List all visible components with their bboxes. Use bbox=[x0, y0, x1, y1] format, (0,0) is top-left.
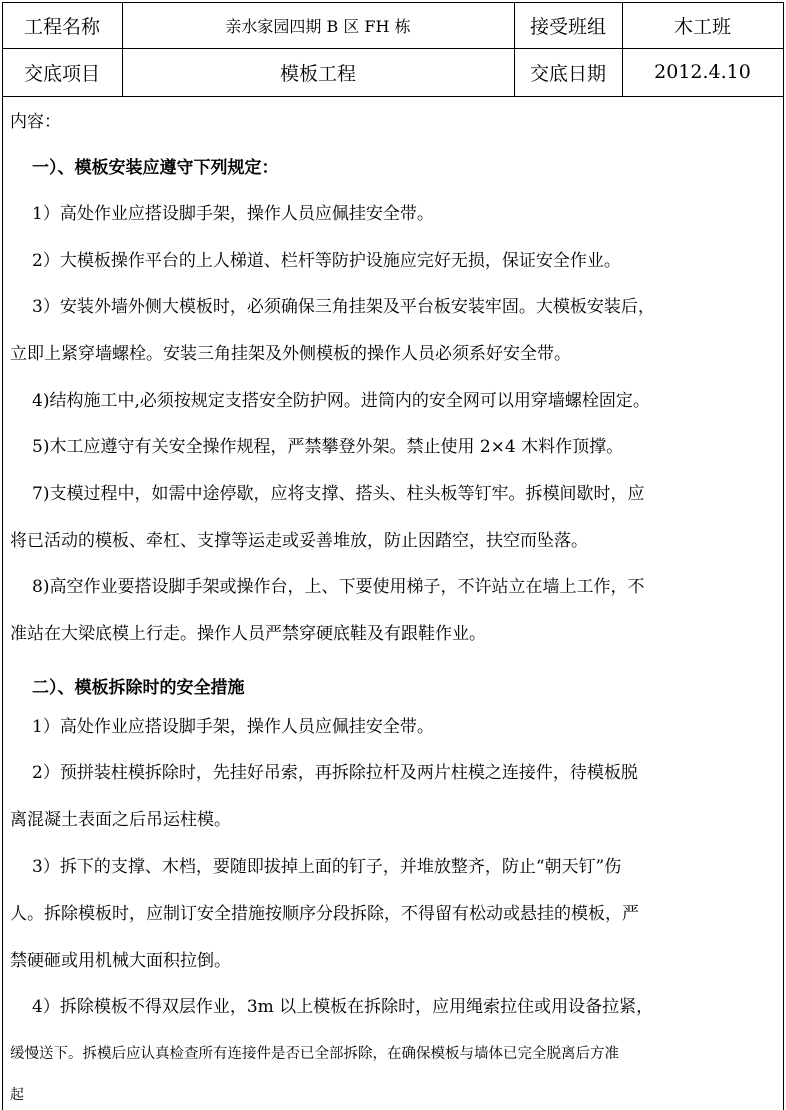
section-1-heading: 一）、模板安装应遵守下列规定： bbox=[32, 158, 279, 178]
content-line: 7)支模过程中，如需中途停歇，应将支撑、搭头、柱头板等钉牢。拆模间歇时，应 bbox=[32, 484, 645, 504]
content-line: 起 bbox=[10, 1087, 24, 1103]
project-name-value: 亲水家园四期 B 区 FH 栋 bbox=[225, 16, 411, 36]
date-value: 2012.4.10 bbox=[654, 61, 751, 83]
item-value: 模板工程 bbox=[279, 62, 356, 85]
content-line: 3）安装外墙外侧大模板时，必须确保三角挂架及平台板安装牢固。大模板安装后， bbox=[32, 297, 655, 317]
content-line: 将已活动的模板、牵杠、支撑等运走或妥善堆放，防止因踏空，扶空而坠落。 bbox=[10, 531, 588, 551]
content-line: 4）拆除模板不得双层作业，3m 以上模板在拆除时，应用绳索拉住或用设备拉紧， bbox=[32, 997, 654, 1017]
content-line: 准站在大梁底模上行走。操作人员严禁穿硬底鞋及有跟鞋作业。 bbox=[10, 624, 486, 644]
content-heading: 内容： bbox=[10, 112, 61, 132]
content-line: 离混凝土表面之后吊运柱模。 bbox=[10, 810, 231, 830]
content-line: 2）预拼装柱模拆除时，先挂好吊索，再拆除拉杆及两片柱模之连接件，待模板脱 bbox=[32, 763, 638, 783]
content-line: 2）大模板操作平台的上人梯道、栏杆等防护设施应完好无损，保证安全作业。 bbox=[32, 251, 621, 271]
content-line: 人。拆除模板时，应制订安全措施按顺序分段拆除，不得留有松动或悬挂的模板，严 bbox=[10, 904, 639, 924]
content-line: 禁硬砸或用机械大面积拉倒。 bbox=[10, 951, 231, 971]
section-2-heading: 二）、模板拆除时的安全措施 bbox=[32, 678, 245, 698]
content-line: 缓慢送下。拆模后应认真检查所有连接件是否已全部拆除，在确保模板与墙体已完全脱离后方准 bbox=[10, 1046, 619, 1062]
table-header-bottom-border bbox=[2, 96, 784, 97]
content-line: 8)高空作业要搭设脚手架或操作台，上、下要使用梯子，不许站立在墙上工作，不 bbox=[32, 577, 645, 597]
project-name-label: 工程名称 bbox=[23, 15, 100, 38]
date-label: 交底日期 bbox=[529, 62, 606, 85]
content-line: 5)木工应遵守有关安全操作规程，严禁攀登外架。禁止使用 2×4 木料作顶撑。 bbox=[32, 437, 624, 457]
content-line: 1）高处作业应搭设脚手架，操作人员应佩挂安全带。 bbox=[32, 717, 434, 737]
content-line: 1）高处作业应搭设脚手架，操作人员应佩挂安全带。 bbox=[32, 204, 434, 224]
content-line: 4)结构施工中,必须按规定支搭安全防护网。进筒内的安全网可以用穿墙螺栓固定。 bbox=[32, 391, 650, 411]
content-line: 立即上紧穿墙螺栓。安装三角挂架及外侧模板的操作人员必须系好安全带。 bbox=[10, 344, 571, 364]
item-label: 交底项目 bbox=[23, 62, 100, 85]
content-line: 3）拆下的支撑、木档，要随即拔掉上面的钉子，并堆放整齐，防止“朝天钉”伤 bbox=[32, 857, 622, 877]
table-right-border bbox=[783, 2, 784, 1110]
receiving-team-label: 接受班组 bbox=[529, 15, 606, 38]
receiving-team-value: 木工班 bbox=[673, 15, 731, 38]
